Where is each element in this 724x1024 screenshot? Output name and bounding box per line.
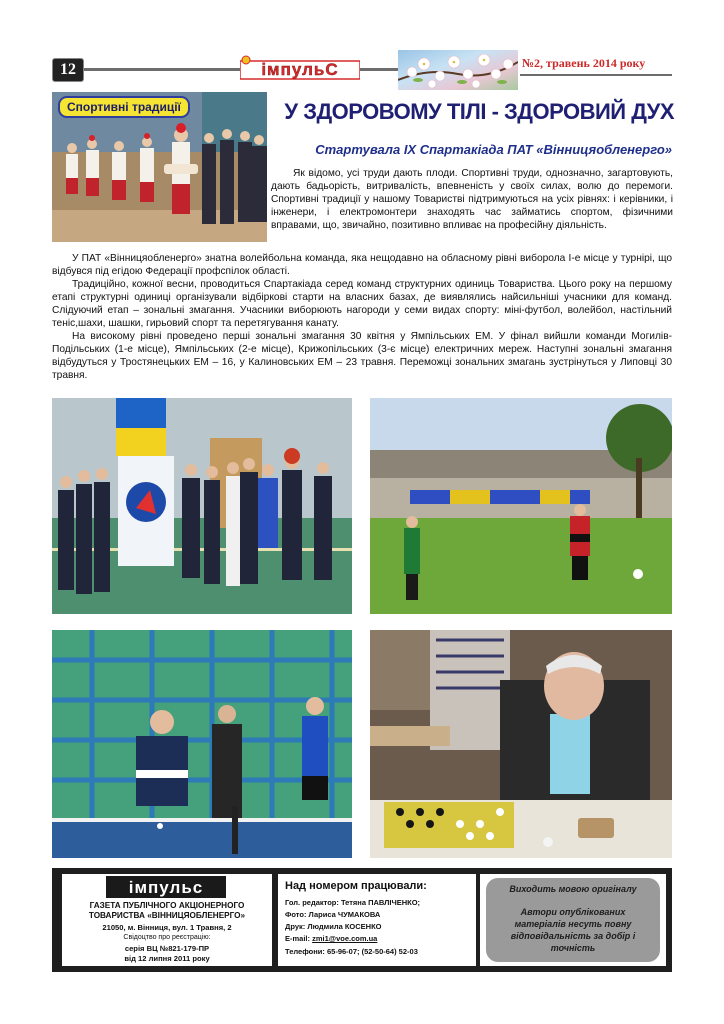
author-disclaimer: Автори опублікованих матеріалів несуть повну відповідальність за добір і точність [510,907,636,953]
issue-date: №2, травень 2014 року [522,56,646,70]
header-rule [520,74,672,76]
email-link[interactable]: zmi1@voe.com.ua [312,934,378,943]
staff-email [285,934,377,943]
article-paragraph: У ПАТ «Вінницяобленерго» знатна волейбольна команда, яка нещодавно на обласному рівні виборола І-е місце у турнірі, що відбувся під егідою Федерації профспілок області. [52,253,672,277]
article-body [52,252,672,382]
header-rule [84,68,240,71]
team-lineup-photo [52,398,352,614]
article-intro: Як відомо, усі труди дають плоди. Спортивні труди, однозначно, загартовують, дають бадьорість, витривалість, впевненість у своїх силах, волю до перемоги. Спортивні традиції у нашому Товаристві підтримуються на усіх рівнях: і керівники, і інженери, і електромонтери знаходять час займатись спортом, фізичними вправами, що, звичайно, позитивно впливає на професійну діяльність. [271,168,673,231]
draughts-player-photo [370,630,672,858]
article-subhead: Стартувала ІХ Спартакіада ПАТ «Вінницяобленерго» [315,142,672,157]
cert-label: Свідоцтво про реєстрацію: [123,934,211,941]
staff-title: Над номером працювали: [285,880,427,892]
staff-phones: Телефони: 65-96-07; (52-50-64) 52-03 [285,947,418,956]
page-number: 12 [52,58,84,82]
header-rule [360,68,398,71]
email-label: E-mail: [285,934,313,943]
svg-text:імпульС: імпульС [261,60,339,79]
football-match-photo [370,398,672,614]
article-paragraph: На високому рівні проведено перші зональні змагання 30 квітня у Ямпільських ЕМ. У фінал вийшли команди Могилів-Подільських (1-е місце), Ямпільських (2-е місце), Крижопільських (3-є місце) електричних мереж. Наступні зональні змагання відбудуться у Тростянецьких ЕМ – 16, у Калиновських ЕМ – 23 травня. Переможці зональних змагань зустрінуться у Липовці 30 травня. [52,331,672,381]
footer-logo [98,876,234,898]
publisher-address: 21050, м. Вінниця, вул. 1 Травня, 2 [102,923,232,932]
article-paragraph: Традиційно, кожної весни, проводиться Спартакіада серед команд структурних одиниць Товариства. Цього року на першому етапі структурні одиниці організували відбіркові старти на власних базах, де виявлялись найсильніші учасники для команд. Слідуючий етап – зональні змагання. Учасники виборюють нагороди у семи видах спорту: міні-футбол, волейбол, настільний теніс,шахи, шашки, гирьовий спорт та перетягування канату. [52,279,672,329]
blossom-image [398,50,518,90]
cert-date: від 12 липня 2011 року [124,954,210,963]
table-tennis-photo [52,630,352,858]
publisher-line: ГАЗЕТА ПУБЛІЧНОГО АКЦІОНЕРНОГО [89,901,245,910]
rubric-badge: Спортивні традиції [58,96,190,118]
article-headline: У ЗДОРОВОМУ ТІЛІ - ЗДОРОВИЙ ДУХ [284,99,674,124]
staff-print: Друк: Людмила КОСЕНКО [285,922,382,931]
footer-logo-text: імпульс [128,878,204,897]
staff-photo: Фото: Лариса ЧУМАКОВА [285,910,381,919]
publisher-line: ТОВАРИСТВА «ВІННИЦЯОБЛЕНЕРГО» [88,911,246,920]
original-language-note: Виходить мовою оригіналу [509,884,637,894]
cert-number: серія ВЦ №821-179-ПР [124,944,210,953]
newspaper-logo [240,55,360,81]
staff-editor: Гол. редактор: Тетяна ПАВЛІЧЕНКО; [285,898,421,907]
